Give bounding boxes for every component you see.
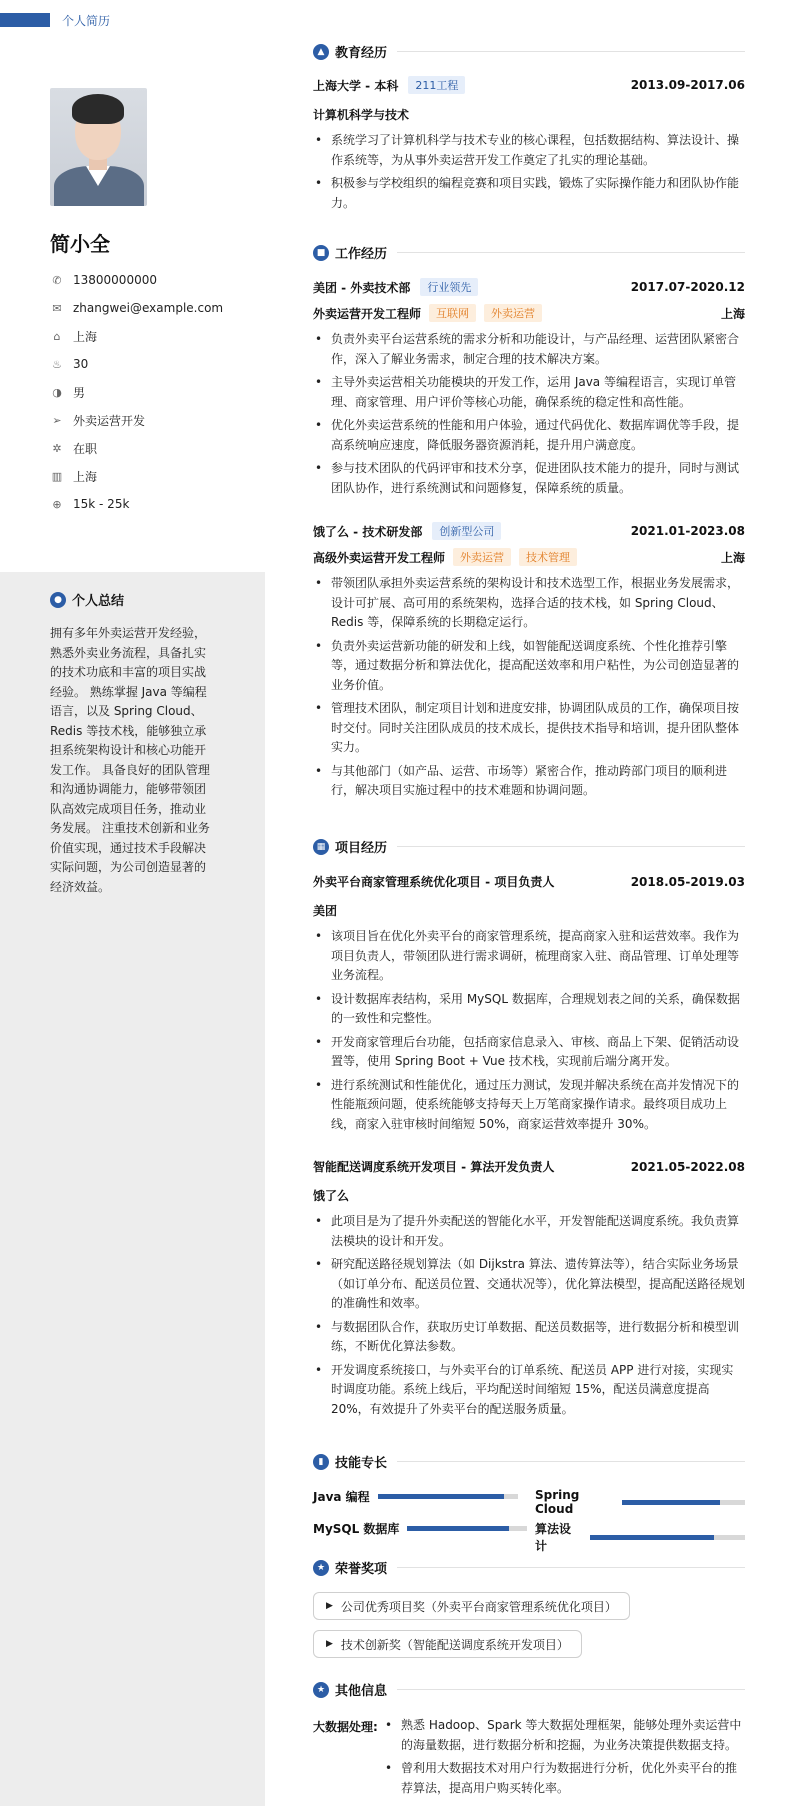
project-org: 饿了么 xyxy=(313,1189,350,1203)
award-item: ▶ 公司优秀项目奖（外卖平台商家管理系统优化项目） xyxy=(313,1592,630,1620)
job-bullet: • 主导外卖运营相关功能模块的开发工作，运用 Java 等编程语言，实现订单管理、商家管理、用户评价等核心功能，确保系统的稳定性和高性能。 xyxy=(313,373,745,412)
info-position: ➢ 外卖运营开发 xyxy=(50,406,250,434)
play-icon: ▶ xyxy=(326,1601,333,1611)
skill-item: MySQL 数据库 xyxy=(313,1520,527,1537)
other-label: 大数据处理: xyxy=(313,1720,378,1734)
phone-icon: ✆ xyxy=(52,273,62,287)
project-bullet: • 开发调度系统接口，与外卖平台的订单系统、配送员 APP 进行对接，实现实时调度功能。系统上线后，平均配送时间缩短 15%，配送员满意度提高 20%，有效提升了外卖平台的配送服务质量。 xyxy=(313,1361,745,1420)
work-job-2 xyxy=(313,522,745,805)
skill-bar xyxy=(378,1494,518,1499)
job-bullet: • 与其他部门（如产品、运营、市场等）紧密合作，推动跨部门项目的顺利进行，解决项目实施过程中的技术难题和协调问题。 xyxy=(313,762,745,801)
work-title: 工作经历 xyxy=(335,247,388,262)
job-tag: 互联网 xyxy=(429,304,476,322)
job-tag: 外卖运营 xyxy=(484,304,542,322)
avatar xyxy=(50,88,147,206)
info-age: ♨ 30 xyxy=(50,350,250,378)
education-bullet: • 系统学习了计算机科学与技术专业的核心课程，包括数据结构、算法设计、操作系统等，为从事外卖运营开发工作奠定了扎实的理论基础。 xyxy=(313,131,745,170)
skill-item: 算法设计 xyxy=(535,1520,745,1554)
other-bullet: • 熟悉 Hadoop、Spark 等大数据处理框架，能够处理外卖运营中的海量数据，进行数据分析和挖掘，为业务决策提供数据支持。 xyxy=(383,1716,745,1755)
mail-icon: ✉ xyxy=(52,301,62,315)
job-bullet: • 管理技术团队，制定项目计划和进度安排，协调团队成员的工作，确保项目按时交付。同时关注团队成员的技术成长，提供技术指导和培训，提升团队整体实力。 xyxy=(313,699,745,758)
project-bullet: • 进行系统测试和性能优化，通过压力测试，发现并解决系统在高并发情况下的性能瓶颈问题，使系统能够支持每天上万笔商家操作请求。最终项目成功上线，商家入驻审核时间缩短 50%，商家运营效率提升 30%。 xyxy=(313,1076,745,1135)
skills-title: 技能专长 xyxy=(335,1456,388,1471)
skill-item: Spring Cloud xyxy=(535,1488,745,1516)
school-name: 上海大学 - 本科 xyxy=(313,78,399,93)
awards-header xyxy=(313,1558,745,1577)
other-bullet: • 曾利用大数据技术对用户行为数据进行分析，优化外卖平台的推荐算法，提高用户购买转化率。 xyxy=(383,1759,745,1798)
info-home: ⌂ 上海 xyxy=(50,322,250,350)
gender-icon: ◑ xyxy=(52,385,62,399)
cake-icon: ♨ xyxy=(52,357,62,371)
project-bullet: • 开发商家管理后台功能，包括商家信息录入、审核、商品上下架、促销活动设置等，使用 Spring Boot + Vue 技术栈，实现前后端分离开发。 xyxy=(313,1033,745,1072)
skills-header xyxy=(313,1452,745,1471)
home-icon: ⌂ xyxy=(53,329,61,343)
award-item: ▶ 技术创新奖（智能配送调度系统开发项目） xyxy=(313,1630,582,1658)
grid-icon: ▦ xyxy=(313,839,329,855)
other-title: 其他信息 xyxy=(335,1684,388,1699)
project-date: 2021.05-2022.08 xyxy=(630,1159,745,1174)
send-icon: ➢ xyxy=(52,413,62,427)
education-major: 计算机科学与技术 xyxy=(313,108,410,122)
summary-text: 拥有多年外卖运营开发经验，熟悉外卖业务流程，具备扎实的技术功底和丰富的项目实战经验。 熟练掌握 Java 等编程语言，以及 Spring Cloud、Redis 等技术栈，能够独立承担系统架构设计和核心功能开发工作。 具备良好的团队管理和沟通协调能力，能够带领团队高效完成项目任务，推动业务发展。 注重技术创新和业务价值实现，通过技术手段解决实际问题，为公司创造显著的经济效益。 xyxy=(50,626,210,894)
projects-header xyxy=(313,837,745,856)
work-job-1 xyxy=(313,278,745,502)
profile-info-list xyxy=(50,266,250,518)
profile-name: 简小全 xyxy=(50,232,110,256)
building-icon: ▥ xyxy=(51,469,63,483)
play-icon: ▶ xyxy=(326,1639,333,1649)
user-icon: ● xyxy=(50,592,66,608)
graduation-icon: ▲ xyxy=(313,44,329,60)
project-bullet: • 此项目是为了提升外卖配送的智能化水平，开发智能配送调度系统。我负责算法模块的设计和开发。 xyxy=(313,1212,745,1251)
job-bullet: • 负责外卖平台运营系统的需求分析和功能设计，与产品经理、运营团队紧密合作，深入了解业务需求，制定合理的技术解决方案。 xyxy=(313,330,745,369)
briefcase-icon: ■ xyxy=(313,245,329,261)
project-bullet: • 研究配送路径规划算法（如 Dijkstra 算法、遗传算法等），结合实际业务场景（如订单分布、配送员位置、交通状况等），优化算法模型，提高配送路径规划的准确性和效率。 xyxy=(313,1255,745,1314)
summary-header xyxy=(50,590,124,609)
skill-item: Java 编程 xyxy=(313,1488,518,1505)
salary-icon: ⊕ xyxy=(52,497,62,511)
project-org: 美团 xyxy=(313,904,338,918)
project-2 xyxy=(313,1158,745,1423)
job-bullet: • 参与技术团队的代码评审和技术分享，促进团队技术能力的提升，同时与测试团队协作，进行系统测试和问题修复，保障系统的质量。 xyxy=(313,459,745,498)
projects-title: 项目经历 xyxy=(335,841,388,856)
work-header xyxy=(313,243,745,262)
project-name: 外卖平台商家管理系统优化项目 - 项目负责人 xyxy=(313,875,555,889)
info-salary: ⊕ 15k - 25k xyxy=(50,490,250,518)
company-tag: 行业领先 xyxy=(420,278,478,296)
info-gender: ◑ 男 xyxy=(50,378,250,406)
other-header xyxy=(313,1680,745,1699)
job-tag: 技术管理 xyxy=(519,548,577,566)
job-tag: 外卖运营 xyxy=(453,548,511,566)
job-city: 上海 xyxy=(720,306,745,321)
job-date: 2021.01-2023.08 xyxy=(630,524,745,538)
job-date: 2017.07-2020.12 xyxy=(630,280,745,294)
info-phone: ✆ 13800000000 xyxy=(50,266,250,294)
project-date: 2018.05-2019.03 xyxy=(630,874,745,889)
chart-icon: ▮ xyxy=(313,1454,329,1470)
skill-bar xyxy=(407,1526,527,1531)
job-role: 外卖运营开发工程师 xyxy=(313,306,422,321)
info-email: ✉ zhangwei@example.com xyxy=(50,294,250,322)
info-status: ✲ 在职 xyxy=(50,434,250,462)
page-title: 个人简历 xyxy=(62,14,111,28)
education-title: 教育经历 xyxy=(335,46,388,61)
school-tag: 211工程 xyxy=(408,76,465,94)
info-location: ▥ 上海 xyxy=(51,469,98,484)
status-icon: ✲ xyxy=(52,441,62,455)
company-name: 美团 - 外卖技术部 xyxy=(313,280,411,295)
job-bullet: • 优化外卖运营系统的性能和用户体验，通过代码优化、数据库调优等手段，提高系统响应速度，降低服务器资源消耗，提升用户满意度。 xyxy=(313,416,745,455)
job-bullet: • 负责外卖运营新功能的研发和上线，如智能配送调度系统、个性化推荐引擎等，通过数据分析和算法优化，提高配送效率和用户粘性，为公司创造显著的业务价值。 xyxy=(313,637,745,696)
job-bullet: • 带领团队承担外卖运营系统的架构设计和技术选型工作，根据业务发展需求，设计可扩展、高可用的系统架构，选择合适的技术栈，如 Spring Cloud、Redis 等，保障系统的长期稳定运行。 xyxy=(313,574,745,633)
skill-bar xyxy=(590,1535,745,1540)
job-city: 上海 xyxy=(720,550,745,565)
job-role: 高级外卖运营开发工程师 xyxy=(313,550,446,565)
awards-title: 荣誉奖项 xyxy=(335,1562,388,1577)
skill-bar xyxy=(622,1500,745,1505)
award-icon: ★ xyxy=(313,1560,329,1576)
project-bullet: • 设计数据库表结构，采用 MySQL 数据库，合理规划表之间的关系，确保数据的一致性和完整性。 xyxy=(313,990,745,1029)
info-icon: ★ xyxy=(313,1682,329,1698)
company-tag: 创新型公司 xyxy=(432,522,501,540)
company-name: 饿了么 - 技术研发部 xyxy=(313,524,423,539)
project-bullet: • 该项目旨在优化外卖平台的商家管理系统，提高商家入驻和运营效率。我作为项目负责人，带领团队进行需求调研，梳理商家入驻、商品管理、订单处理等业务流程。 xyxy=(313,927,745,986)
project-1 xyxy=(313,873,745,1138)
project-name: 智能配送调度系统开发项目 - 算法开发负责人 xyxy=(313,1160,555,1174)
education-bullet: • 积极参与学校组织的编程竞赛和项目实践，锻炼了实际操作能力和团队协作能力。 xyxy=(313,174,745,213)
project-bullet: • 与数据团队合作，获取历史订单数据、配送员数据等，进行数据分析和模型训练，不断优化算法参数。 xyxy=(313,1318,745,1357)
education-date: 2013.09-2017.06 xyxy=(630,78,745,92)
summary-title: 个人总结 xyxy=(72,594,125,609)
education-block xyxy=(313,76,745,217)
education-header xyxy=(313,42,745,61)
